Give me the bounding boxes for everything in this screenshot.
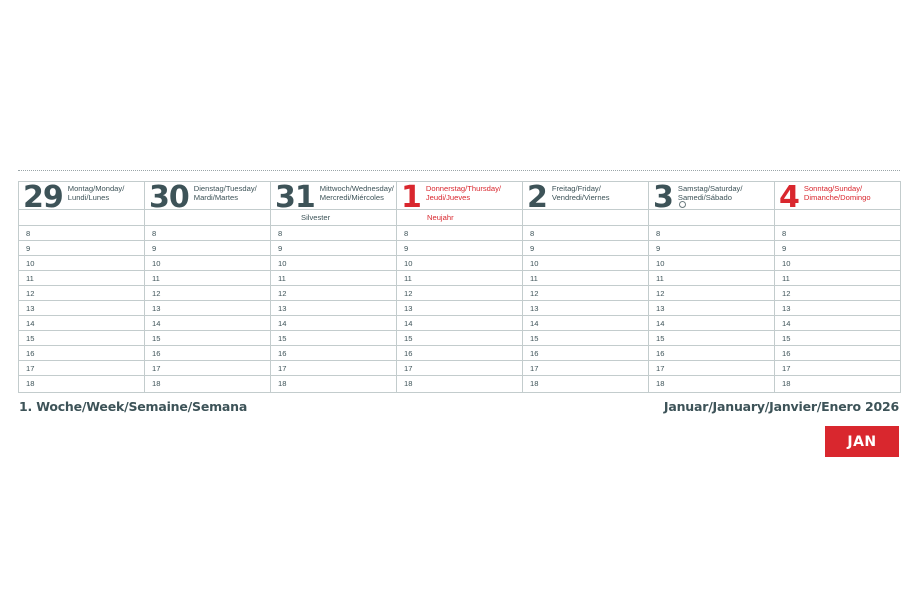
hour-row[interactable] xyxy=(271,241,396,256)
hour-label: 15 xyxy=(656,334,665,343)
hour-label: 17 xyxy=(656,364,665,373)
hour-row[interactable] xyxy=(523,361,648,376)
hour-row[interactable] xyxy=(19,346,144,361)
hour-row[interactable] xyxy=(19,331,144,346)
hour-row[interactable] xyxy=(649,286,774,301)
hour-label: 18 xyxy=(278,379,287,388)
hour-label: 15 xyxy=(530,334,539,343)
hour-label: 10 xyxy=(26,259,35,268)
hour-row[interactable] xyxy=(775,346,900,361)
day-number: 30 xyxy=(149,180,189,215)
hour-label: 16 xyxy=(656,349,665,358)
hour-row[interactable] xyxy=(775,331,900,346)
hour-row[interactable] xyxy=(775,286,900,301)
hour-row[interactable] xyxy=(271,376,396,391)
hour-label: 10 xyxy=(656,259,665,268)
day-number: 3 xyxy=(653,180,673,215)
hour-label: 14 xyxy=(278,319,287,328)
hour-row[interactable] xyxy=(271,286,396,301)
hour-label: 15 xyxy=(152,334,161,343)
hour-label: 16 xyxy=(152,349,161,358)
hour-label: 12 xyxy=(782,289,791,298)
hour-label: 17 xyxy=(782,364,791,373)
hour-row[interactable] xyxy=(145,271,270,286)
hour-row[interactable] xyxy=(649,226,774,241)
day-header xyxy=(775,180,900,215)
day-number: 4 xyxy=(779,180,799,215)
hour-row[interactable] xyxy=(775,226,900,241)
hour-row[interactable] xyxy=(145,241,270,256)
hour-row[interactable] xyxy=(523,331,648,346)
hour-label: 14 xyxy=(656,319,665,328)
hour-row[interactable] xyxy=(145,361,270,376)
hour-row[interactable] xyxy=(145,256,270,271)
hour-label: 8 xyxy=(152,229,157,238)
hour-row[interactable] xyxy=(19,286,144,301)
day-name: Donnerstag/Thursday/ Jeudi/Jueves xyxy=(425,184,502,202)
hour-label: 15 xyxy=(782,334,791,343)
holiday-note: Silvester xyxy=(301,213,331,222)
hour-row[interactable] xyxy=(271,271,396,286)
hour-row[interactable] xyxy=(397,271,522,286)
hour-label: 17 xyxy=(278,364,287,373)
hour-row[interactable] xyxy=(649,256,774,271)
hour-label: 10 xyxy=(782,259,791,268)
hour-label: 10 xyxy=(404,259,413,268)
hour-label: 8 xyxy=(278,229,283,238)
hour-label: 14 xyxy=(26,319,35,328)
day-header xyxy=(145,180,270,215)
hour-label: 8 xyxy=(26,229,31,238)
hour-label: 9 xyxy=(656,244,661,253)
hour-label: 16 xyxy=(782,349,791,358)
hour-label: 17 xyxy=(152,364,161,373)
hour-label: 12 xyxy=(404,289,413,298)
day-column xyxy=(523,182,649,392)
day-number: 29 xyxy=(23,180,63,215)
hour-row[interactable] xyxy=(523,376,648,391)
hour-row[interactable] xyxy=(19,376,144,391)
hour-row[interactable] xyxy=(397,376,522,391)
hour-label: 11 xyxy=(656,274,664,283)
hour-label: 12 xyxy=(152,289,161,298)
hour-row[interactable] xyxy=(397,286,522,301)
day-header xyxy=(649,180,774,215)
hour-row[interactable] xyxy=(397,316,522,331)
hour-label: 16 xyxy=(530,349,539,358)
hour-row[interactable] xyxy=(397,331,522,346)
day-name: Mittwoch/Wednesday/ Mercredi/Miércoles xyxy=(319,184,394,202)
hour-label: 13 xyxy=(26,304,35,313)
hour-label: 17 xyxy=(26,364,35,373)
hour-label: 14 xyxy=(152,319,161,328)
hour-label: 10 xyxy=(530,259,539,268)
hour-label: 13 xyxy=(152,304,161,313)
hour-label: 18 xyxy=(26,379,35,388)
hour-label: 14 xyxy=(530,319,539,328)
day-header xyxy=(397,180,522,215)
hour-row[interactable] xyxy=(523,241,648,256)
hour-row[interactable] xyxy=(19,361,144,376)
hour-label: 11 xyxy=(404,274,412,283)
day-column xyxy=(145,182,271,392)
hour-label: 9 xyxy=(26,244,31,253)
week-grid xyxy=(18,181,901,393)
hour-row[interactable] xyxy=(649,241,774,256)
hour-label: 15 xyxy=(26,334,35,343)
hour-row[interactable] xyxy=(775,316,900,331)
hour-label: 14 xyxy=(782,319,791,328)
hour-row[interactable] xyxy=(271,256,396,271)
day-number: 31 xyxy=(275,180,315,215)
hour-row[interactable] xyxy=(271,361,396,376)
hour-label: 13 xyxy=(782,304,791,313)
day-name: Montag/Monday/ Lundi/Lunes xyxy=(67,184,125,202)
hour-label: 12 xyxy=(278,289,287,298)
hour-row[interactable] xyxy=(523,256,648,271)
hour-label: 8 xyxy=(656,229,661,238)
hour-row[interactable] xyxy=(271,346,396,361)
hour-label: 9 xyxy=(278,244,283,253)
hour-label: 13 xyxy=(278,304,287,313)
hour-label: 18 xyxy=(656,379,665,388)
new-moon-icon xyxy=(679,201,686,208)
hour-label: 18 xyxy=(530,379,539,388)
day-header xyxy=(271,180,396,215)
hour-label: 13 xyxy=(530,304,539,313)
hour-row[interactable] xyxy=(523,301,648,316)
hour-row[interactable] xyxy=(649,346,774,361)
hour-label: 12 xyxy=(656,289,665,298)
hour-row[interactable] xyxy=(649,376,774,391)
perforation-line xyxy=(18,170,900,171)
day-column xyxy=(271,182,397,392)
hour-row[interactable] xyxy=(523,316,648,331)
hour-row[interactable] xyxy=(649,271,774,286)
hour-label: 11 xyxy=(26,274,34,283)
holiday-note: Neujahr xyxy=(427,213,454,222)
hour-row[interactable] xyxy=(649,316,774,331)
hour-row[interactable] xyxy=(19,271,144,286)
hour-label: 11 xyxy=(782,274,790,283)
day-column xyxy=(775,182,901,392)
day-column xyxy=(397,182,523,392)
hour-label: 9 xyxy=(782,244,787,253)
hour-label: 13 xyxy=(656,304,665,313)
hour-row[interactable] xyxy=(271,316,396,331)
day-name: Freitag/Friday/ Vendredi/Viernes xyxy=(551,184,610,202)
hour-row[interactable] xyxy=(397,256,522,271)
hour-row[interactable] xyxy=(397,301,522,316)
hour-label: 9 xyxy=(152,244,157,253)
hour-row[interactable] xyxy=(523,226,648,241)
hour-label: 10 xyxy=(152,259,161,268)
hour-label: 8 xyxy=(530,229,535,238)
hour-row[interactable] xyxy=(523,346,648,361)
hour-row[interactable] xyxy=(397,361,522,376)
hour-row[interactable] xyxy=(19,226,144,241)
day-number: 2 xyxy=(527,180,547,215)
hour-label: 11 xyxy=(530,274,538,283)
hour-label: 14 xyxy=(404,319,413,328)
hour-label: 10 xyxy=(278,259,287,268)
hour-row[interactable] xyxy=(145,376,270,391)
hour-row[interactable] xyxy=(19,256,144,271)
hour-row[interactable] xyxy=(271,331,396,346)
hour-row[interactable] xyxy=(775,376,900,391)
hour-label: 16 xyxy=(26,349,35,358)
day-name: Sonntag/Sunday/ Dimanche/Domingo xyxy=(803,184,871,202)
hour-label: 8 xyxy=(404,229,409,238)
day-header xyxy=(523,180,648,215)
hour-row[interactable] xyxy=(397,346,522,361)
day-name: Samstag/Saturday/ Samedi/Sábado xyxy=(677,184,743,202)
hour-row[interactable] xyxy=(397,241,522,256)
hour-label: 17 xyxy=(530,364,539,373)
hour-row[interactable] xyxy=(19,241,144,256)
hour-label: 18 xyxy=(152,379,161,388)
hour-row[interactable] xyxy=(775,301,900,316)
hour-row[interactable] xyxy=(649,361,774,376)
hour-label: 15 xyxy=(278,334,287,343)
hour-row[interactable] xyxy=(397,226,522,241)
hour-row[interactable] xyxy=(145,301,270,316)
day-number: 1 xyxy=(401,180,421,215)
hour-label: 12 xyxy=(26,289,35,298)
hour-row[interactable] xyxy=(523,271,648,286)
hour-label: 9 xyxy=(404,244,409,253)
hour-label: 16 xyxy=(404,349,413,358)
hour-label: 13 xyxy=(404,304,413,313)
hour-label: 17 xyxy=(404,364,413,373)
hour-label: 11 xyxy=(152,274,160,283)
hour-row[interactable] xyxy=(523,286,648,301)
week-label: 1. Woche/Week/Semaine/Semana xyxy=(19,399,248,414)
hour-label: 12 xyxy=(530,289,539,298)
hour-row[interactable] xyxy=(649,301,774,316)
hour-row[interactable] xyxy=(775,241,900,256)
hour-row[interactable] xyxy=(271,226,396,241)
day-column xyxy=(19,182,145,392)
hour-row[interactable] xyxy=(19,316,144,331)
hour-row[interactable] xyxy=(145,316,270,331)
hour-label: 18 xyxy=(782,379,791,388)
hour-row[interactable] xyxy=(775,271,900,286)
month-tab[interactable]: JAN xyxy=(825,426,899,457)
month-label: Januar/January/Janvier/Enero 2026 xyxy=(663,399,899,414)
hour-label: 18 xyxy=(404,379,413,388)
day-name: Dienstag/Tuesday/ Mardi/Martes xyxy=(193,184,257,202)
hour-row[interactable] xyxy=(145,331,270,346)
hour-label: 15 xyxy=(404,334,413,343)
hour-row[interactable] xyxy=(145,226,270,241)
hour-label: 9 xyxy=(530,244,535,253)
hour-row[interactable] xyxy=(775,361,900,376)
day-column xyxy=(649,182,775,392)
hour-row[interactable] xyxy=(19,301,144,316)
hour-label: 8 xyxy=(782,229,787,238)
hour-label: 16 xyxy=(278,349,287,358)
hour-row[interactable] xyxy=(649,331,774,346)
hour-row[interactable] xyxy=(271,301,396,316)
day-header xyxy=(19,180,144,215)
hour-label: 11 xyxy=(278,274,286,283)
hour-row[interactable] xyxy=(775,256,900,271)
hour-row[interactable] xyxy=(145,346,270,361)
hour-row[interactable] xyxy=(145,286,270,301)
